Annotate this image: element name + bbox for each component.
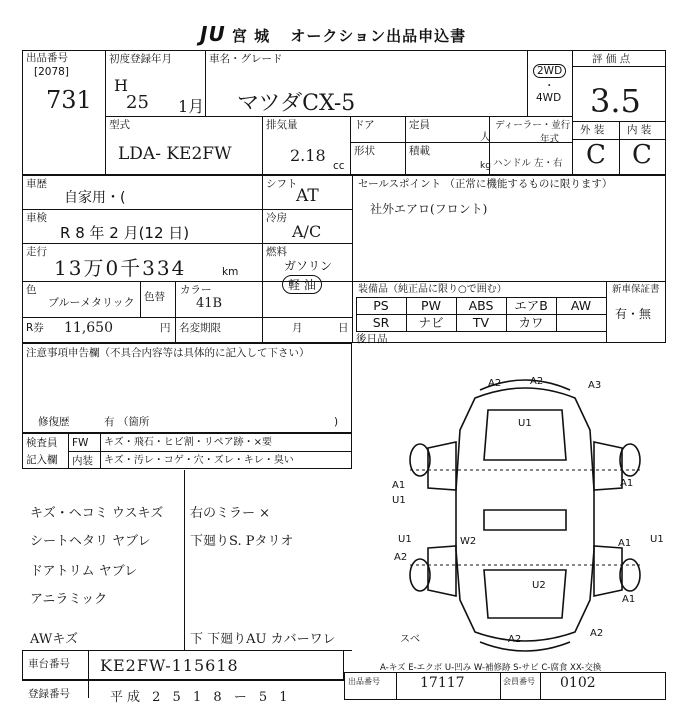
notes-label: 注意事項申告欄（不具合内容等は具体的に記入して下さい） xyxy=(26,347,310,359)
score-interior: C xyxy=(632,140,652,170)
damage-mark: A2 xyxy=(394,552,408,563)
transfer-month: 月 xyxy=(292,322,303,334)
car-diagram xyxy=(380,370,670,660)
load-label: 積載 xyxy=(409,145,430,157)
chassis-value: KE2FW-115618 xyxy=(100,656,239,675)
damage-mark: U1 xyxy=(392,495,406,506)
displacement-unit: cc xyxy=(333,160,345,172)
damage-mark: A2 xyxy=(530,376,544,387)
rec-no-label: 会員番号 xyxy=(503,677,535,686)
remark-line: AWキズ xyxy=(30,632,78,647)
equipment-item: PS xyxy=(373,298,389,313)
warranty-value: 有・無 xyxy=(615,307,652,321)
lot-label: 出品番号 xyxy=(26,52,68,64)
drive-dot: ・ xyxy=(544,80,555,92)
model-value: LDA- KE2FW xyxy=(118,144,232,164)
transfer-label: 名変期限 xyxy=(179,322,221,334)
rec-no-value: 0102 xyxy=(560,675,596,691)
repair-label: 修復歴 xyxy=(38,416,70,428)
fuel-diesel: 軽 油 xyxy=(282,275,322,294)
history-label: 車歴 xyxy=(26,178,47,190)
rear-seat-label: 後日品 xyxy=(356,333,388,345)
capacity-unit: 人 xyxy=(480,131,491,143)
bottom-value: 平成 2 5 1 8 ー 5 1 xyxy=(110,690,292,705)
reg-label: 初度登録年月 xyxy=(109,53,172,65)
shape-label: 形状 xyxy=(354,145,375,157)
remark-line: アニラミック xyxy=(30,592,108,607)
cooler-label: 冷房 xyxy=(266,212,287,224)
cooler-value: A/C xyxy=(292,222,322,241)
damage-mark: W2 xyxy=(460,536,477,547)
inspection-value: R 8 年 2 月(12 日) xyxy=(60,224,190,242)
inspector-sub: 記入欄 xyxy=(26,454,58,466)
selling-value: 社外エアロ(フロント) xyxy=(370,202,488,216)
reg-month: 1月 xyxy=(178,97,205,116)
recycle-unit: 円 xyxy=(160,322,171,334)
mileage-unit: km xyxy=(222,266,239,278)
form-no-label: 出品番号 xyxy=(348,677,380,686)
dealer-label: ディーラー・並行 xyxy=(495,120,571,131)
recycle-value: 11,650 xyxy=(64,320,113,336)
damage-mark: U1 xyxy=(650,534,664,545)
score-interior-label: 内 装 xyxy=(627,124,652,136)
remark-line: ドアトリム ヤブレ xyxy=(30,564,138,579)
displacement-label: 排気量 xyxy=(266,119,298,131)
reg-year: 25 xyxy=(126,92,149,113)
damage-mark: スべ xyxy=(400,634,420,645)
equipment-item: ABS xyxy=(468,298,494,313)
color-code-label: カラー xyxy=(180,284,212,296)
brand-logo: JU xyxy=(200,22,226,46)
damage-mark: A2 xyxy=(508,634,522,645)
displacement-value: 2.18 xyxy=(290,146,326,165)
form-no-value: 17117 xyxy=(420,675,465,691)
remark-line: キズ・ヘコミ ウスキズ xyxy=(30,506,164,521)
name-label: 車名・グレード xyxy=(209,53,283,65)
damage-mark: A2 xyxy=(590,628,604,639)
damage-mark: U1 xyxy=(518,418,532,429)
inspector-fw: FW xyxy=(72,437,89,449)
lot-sub: [2078] xyxy=(34,66,69,78)
equipment-item: SR xyxy=(372,315,390,330)
inspector-int-text: キズ・汚レ・コゲ・穴・ズレ・キレ・臭い xyxy=(104,455,294,466)
equipment-item: ナビ xyxy=(418,315,444,330)
inspector-fw-text: キズ・飛石・ヒビ割・リペア跡・×要 xyxy=(104,437,272,448)
fuel-label: 燃料 xyxy=(266,246,287,258)
load-unit: kg xyxy=(480,161,491,171)
damage-mark: A3 xyxy=(588,380,602,391)
color-label: 色 xyxy=(26,284,37,296)
equipment-item: エアB xyxy=(514,298,548,313)
remark-line: 下 下廻りAU カバーワレ xyxy=(190,632,336,647)
score-exterior: C xyxy=(586,140,606,170)
mileage-label: 走行 xyxy=(26,246,47,258)
warranty-label: 新車保証書 xyxy=(612,284,660,295)
history-value: 自家用・( xyxy=(64,190,126,206)
damage-mark: U2 xyxy=(532,580,546,591)
lot-number: 731 xyxy=(46,86,92,114)
door-label: ドア xyxy=(354,119,375,131)
damage-mark: A1 xyxy=(392,480,406,491)
shift-label: シフト xyxy=(266,178,298,190)
equipment-item: AW xyxy=(570,298,592,313)
model-label: 型式 xyxy=(109,119,130,131)
fuel-gasoline: ガソリン xyxy=(284,259,333,273)
form-header xyxy=(200,22,540,46)
color-value: ブルーメタリック xyxy=(48,296,135,309)
equipment-label: 装備品（純正品に限り○で囲む） xyxy=(358,284,507,295)
color-code: 41B xyxy=(196,296,223,311)
damage-mark: A2 xyxy=(488,378,502,389)
bottom-label: 登録番号 xyxy=(28,688,70,700)
shift-value: AT xyxy=(296,186,319,206)
damage-mark: A1 xyxy=(618,538,632,549)
capacity-label: 定員 xyxy=(409,119,430,131)
reg-era: H xyxy=(114,76,128,95)
remark-line: 右のミラー × xyxy=(190,506,271,521)
damage-mark: A1 xyxy=(622,594,636,605)
repair-value: 有 （箇所 xyxy=(104,416,150,428)
diagram-legend: A-キズ E-エクボ U-凹み W-補修跡 S-サビ C-腐食 XX-交換 xyxy=(380,663,602,673)
car-name: マツダCX-5 xyxy=(237,91,356,116)
score-value: 3.5 xyxy=(590,82,641,120)
form-title: オークション出品申込書 xyxy=(290,27,467,45)
remark-line: シートヘタリ ヤブレ xyxy=(30,534,151,549)
equipment-item: カワ xyxy=(518,315,544,330)
color-change-label: 色替 xyxy=(144,291,165,303)
equipment-item: PW xyxy=(421,298,441,313)
drive-2wd: 2WD xyxy=(533,64,566,78)
score-label: 評 価 点 xyxy=(592,53,631,65)
chassis-label: 車台番号 xyxy=(28,658,70,670)
selling-label: セールスポイント （正常に機能するものに限ります） xyxy=(358,178,613,190)
repair-end: ) xyxy=(334,416,339,428)
handle-label: ハンドル 左・右 xyxy=(493,158,563,169)
remark-line: 下廻りS. Pタリオ xyxy=(190,534,294,549)
recycle-label: R券 xyxy=(26,322,44,334)
dealer-year-label: 年式 xyxy=(540,134,560,145)
drive-4wd: 4WD xyxy=(536,92,562,104)
org-name: 宮 城 xyxy=(231,27,271,45)
transfer-day: 日 xyxy=(338,322,349,334)
inspection-label: 車検 xyxy=(26,212,47,224)
inspector-int: 内装 xyxy=(72,455,93,467)
damage-mark: U1 xyxy=(398,534,412,545)
mileage-value: 13万0千334 xyxy=(54,256,187,280)
inspector-label: 検査員 xyxy=(26,437,58,449)
score-exterior-label: 外 装 xyxy=(580,124,605,136)
equipment-item: TV xyxy=(472,315,490,330)
damage-mark: A1 xyxy=(620,478,634,489)
